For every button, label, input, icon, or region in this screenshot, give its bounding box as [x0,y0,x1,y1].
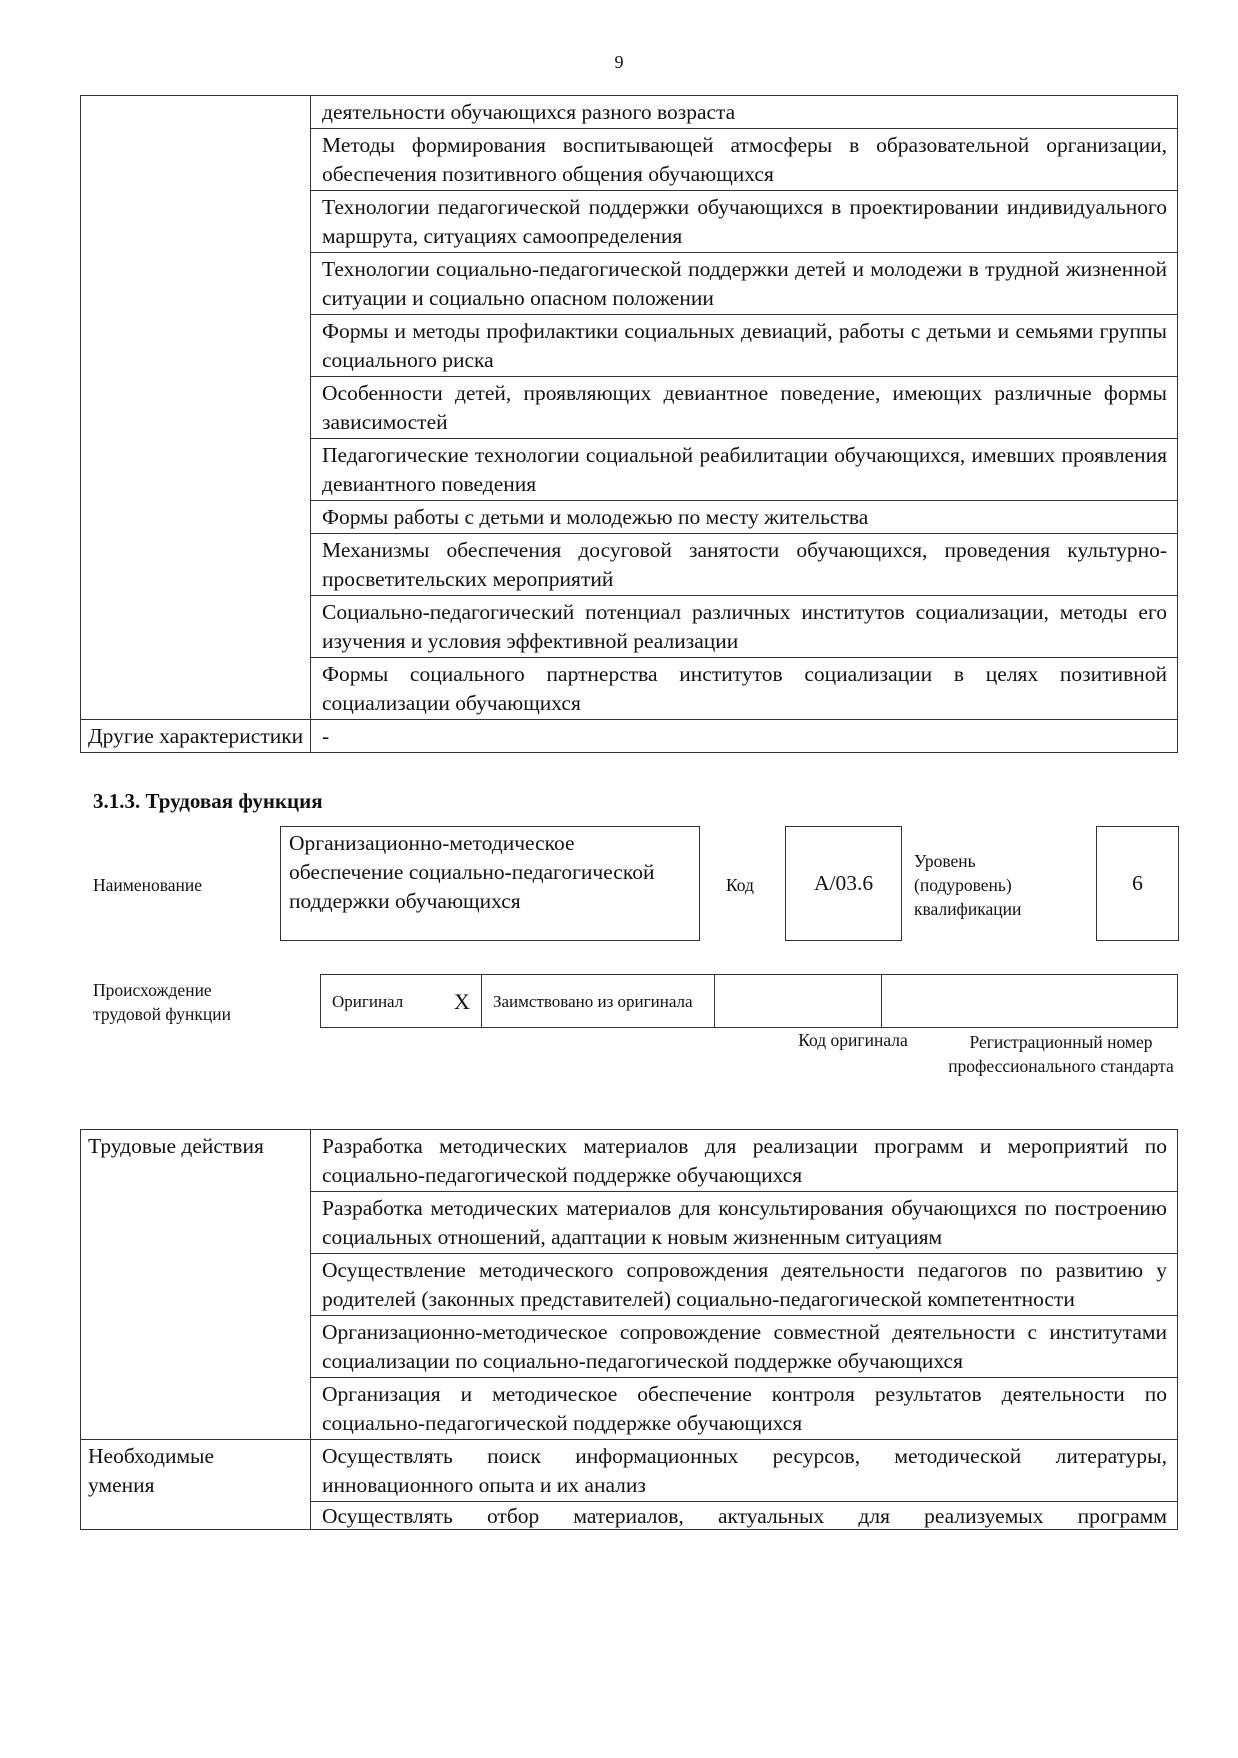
continued-knowledge-table [80,95,1178,753]
partial-cell-text: Осуществлять отбор материалов, актуальных для реализуемых программ [322,1504,1167,1528]
table-row [81,1440,1178,1502]
code-value-box [785,826,902,941]
level-label-text: Уровень (подуровень) квалификации [914,851,1022,919]
original-mark: Х [454,988,470,1014]
name-value: Организационно-методическое обеспечение социально-педагогической поддержки обучающихся [289,831,655,913]
borrowed-label-cell [482,975,715,1028]
level-value: 6 [1132,871,1143,895]
table-row [321,975,1178,1028]
table-cell: Методы формирования воспитывающей атмосферы в образовательной организации, обеспечения позитивного общения обучающихся [311,129,1178,191]
code-value: А/03.6 [813,871,874,895]
table-cell: Социально-педагогический потенциал различных институтов социализации, методы его изучения и условия эффективной реализации [311,596,1178,658]
table-cell: Разработка методических материалов для консультирования обучающихся по построению социальных отношений, адаптации к новым жизненным ситуациям [311,1192,1178,1254]
table-row [81,720,1178,753]
original-code-cell [715,975,882,1028]
name-label: Наименование [93,875,203,895]
original-mark-cell [443,975,482,1028]
original-label-cell [321,975,444,1028]
table-cell: Осуществление методического сопровождения деятельности педагогов по развитию у родителей (законных представителей) социально-педагогической компетентности [311,1254,1178,1316]
table-row [81,1130,1178,1192]
labor-actions-label: Трудовые действия [81,1130,311,1440]
row-label-cell [81,96,311,720]
table-cell: Особенности детей, проявляющих девиантное поведение, имеющих различные формы зависимостей [311,377,1178,439]
table-cell: Организация и методическое обеспечение контроля результатов деятельности по социально-педагогической поддержке обучающихся [311,1378,1178,1440]
page-number: 9 [614,52,624,72]
registration-number-caption: Регистрационный номер профессионального стандарта [948,1032,1174,1076]
table-cell: Формы и методы профилактики социальных девиаций, работы с детьми и семьями группы социального риска [311,315,1178,377]
labor-actions-table [80,1129,1178,1530]
other-characteristics-label: Другие характеристики [81,720,311,753]
origin-label-text: Происхождение трудовой функции [93,980,231,1024]
table-cell: Педагогические технологии социальной реабилитации обучающихся, имевших проявления девиантного поведения [311,439,1178,501]
original-code-caption: Код оригинала [798,1030,908,1050]
table-cell: Осуществлять поиск информационных ресурсов, методической литературы, инновационного опыта и их анализ [311,1440,1178,1502]
level-label [914,849,1074,921]
original-label: Оригинал [332,991,404,1011]
origin-table [320,974,1178,1028]
table-cell-partial [311,1502,1178,1530]
required-skills-label [81,1440,311,1530]
name-value-box [280,826,700,941]
level-value-box [1096,826,1179,941]
other-characteristics-value: - [311,720,1178,753]
table-row [81,96,1178,129]
table-cell: Технологии педагогической поддержки обучающихся в проектировании индивидуального маршрута, ситуациях самоопределения [311,191,1178,253]
borrowed-label: Заимствовано из оригинала [493,991,693,1011]
registration-number-cell [882,975,1178,1028]
section-heading: 3.1.3. Трудовая функция [93,789,323,813]
code-label: Код [726,875,754,895]
origin-label [93,978,273,1026]
table-cell: Формы работы с детьми и молодежью по месту жительства [311,501,1178,534]
table-cell: Разработка методических материалов для реализации программ и мероприятий по социально-педагогической поддержке обучающихся [311,1130,1178,1192]
table-cell: деятельности обучающихся разного возраста [311,96,1178,129]
required-skills-label-text: Необходимые умения [88,1444,215,1497]
table-cell: Технологии социально-педагогической поддержки детей и молодежи в трудной жизненной ситуации и социально опасном положении [311,253,1178,315]
table-cell: Организационно-методическое сопровождение совместной деятельности с институтами социализации по социально-педагогической поддержке обучающихся [311,1316,1178,1378]
table-cell: Формы социального партнерства институтов социализации в целях позитивной социализации обучающихся [311,658,1178,720]
table-cell: Механизмы обеспечения досуговой занятости обучающихся, проведения культурно-просветительских мероприятий [311,534,1178,596]
